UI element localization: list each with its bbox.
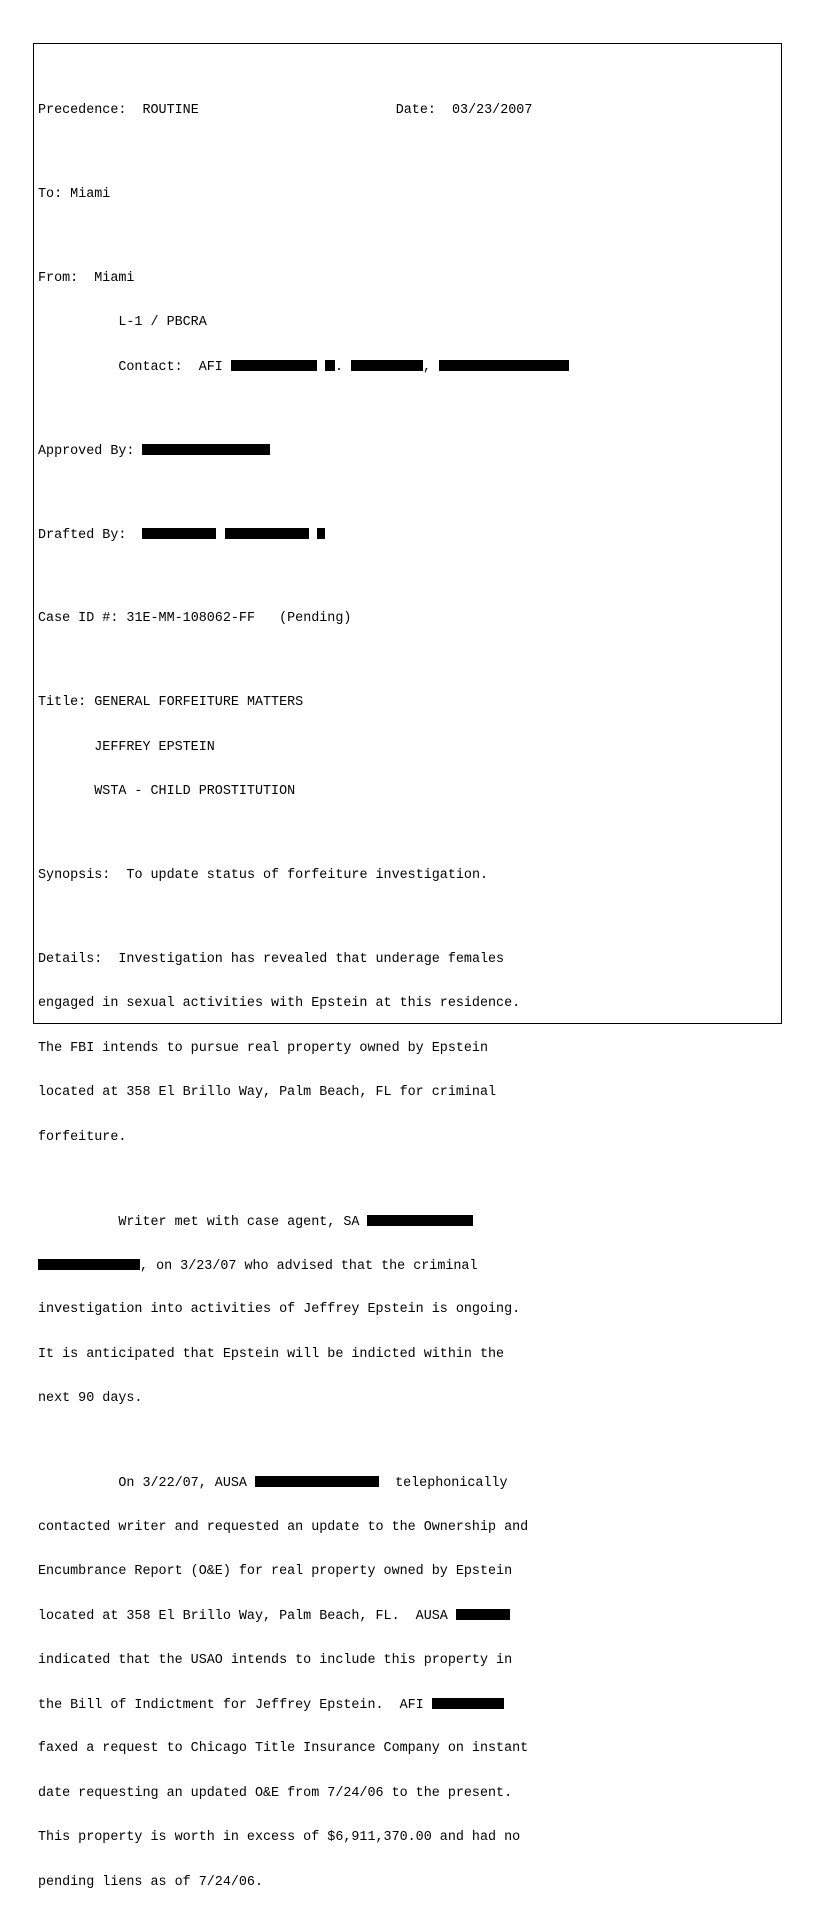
paragraph-line: located at 358 El Brillo Way, Palm Beach, FL. AUSA — [38, 1609, 778, 1624]
redaction-block — [225, 528, 309, 539]
paragraph-line: faxed a request to Chicago Title Insurance Company on instant — [38, 1741, 529, 1757]
drafted-by-line — [38, 528, 778, 543]
approved-by-line — [38, 444, 778, 459]
paragraph-line: , on 3/23/07 who advised that the criminal — [38, 1259, 778, 1274]
precedence-value: ROUTINE — [142, 102, 199, 118]
paragraph-line: date requesting an updated O&E from 7/24/06 to the present. — [38, 1785, 513, 1801]
redaction-block — [367, 1215, 473, 1226]
precedence-label: Precedence: — [38, 102, 127, 118]
memo-document — [38, 74, 778, 1905]
title-label: Title: — [38, 695, 87, 711]
date-value: 03/23/2007 — [452, 102, 533, 118]
paragraph-line: indicated that the USAO intends to include this property in — [38, 1652, 513, 1668]
date-label: Date: — [395, 102, 436, 118]
paragraph-line: The FBI intends to pursue real property owned by Epstein — [38, 1040, 488, 1056]
redaction-block — [231, 360, 317, 371]
synopsis-text: To update status of forfeiture investigation. — [126, 868, 489, 884]
title-line-3: WSTA - CHILD PROSTITUTION — [94, 784, 296, 800]
paragraph-line: Writer met with case agent, SA — [38, 1215, 778, 1230]
approved-by-label: Approved By: — [38, 444, 135, 460]
paragraph-line: On 3/22/07, AUSA telephonically — [118, 1476, 508, 1492]
details-line — [38, 953, 778, 968]
title-line-2: JEFFREY EPSTEIN — [94, 739, 215, 755]
paragraph-line: This property is worth in excess of $6,911,370.00 and had no — [38, 1830, 521, 1846]
redaction-block — [317, 528, 325, 539]
to-line — [38, 188, 778, 203]
paragraph-line: pending liens as of 7/24/06. — [38, 1874, 263, 1890]
details-text: Investigation has revealed that underage females — [118, 952, 505, 968]
paragraph-line: investigation into activities of Jeffrey Epstein is ongoing. — [38, 1302, 521, 1318]
paragraph-line: the Bill of Indictment for Jeffrey Epstein. AFI — [38, 1698, 778, 1713]
synopsis-label: Synopsis: — [38, 868, 111, 884]
redaction-block — [456, 1609, 510, 1620]
paragraph-line: contacted writer and requested an update to the Ownership and — [38, 1519, 529, 1535]
paragraph-line: It is anticipated that Epstein will be indicted within the — [38, 1346, 505, 1362]
redaction-block — [351, 360, 423, 371]
title-line — [38, 696, 778, 711]
contact-prefix: AFI — [198, 360, 223, 376]
to-label: To: — [38, 186, 63, 202]
case-id-line — [38, 612, 778, 627]
case-id-value: 31E-MM-108062-FF — [126, 611, 255, 627]
redaction-block — [432, 1698, 504, 1709]
case-status: (Pending) — [279, 611, 352, 627]
precedence-line — [38, 104, 778, 119]
drafted-by-label: Drafted By: — [38, 528, 127, 544]
from-unit: L-1 / PBCRA — [118, 314, 207, 330]
from-label: From: — [38, 270, 79, 286]
details-label: Details: — [38, 952, 103, 968]
paragraph-line: next 90 days. — [38, 1391, 143, 1407]
paragraph-line: Encumbrance Report (O&E) for real property owned by Epstein — [38, 1563, 513, 1579]
redaction-block — [439, 360, 569, 371]
contact-line: Contact: AFI . , — [38, 360, 778, 375]
redaction-block — [325, 360, 335, 371]
redaction-block — [142, 528, 216, 539]
redaction-block — [142, 444, 270, 455]
from-value: Miami — [94, 270, 135, 286]
from-line — [38, 272, 778, 287]
contact-label: Contact: — [118, 360, 183, 376]
title-line-1: GENERAL FORFEITURE MATTERS — [94, 695, 304, 711]
to-value: Miami — [70, 186, 111, 202]
from-unit-line — [38, 316, 778, 331]
redaction-block — [38, 1259, 140, 1270]
paragraph-line: forfeiture. — [38, 1129, 127, 1145]
case-id-label: Case ID #: — [38, 611, 119, 627]
redaction-block — [255, 1476, 379, 1487]
paragraph-line: located at 358 El Brillo Way, Palm Beach, FL for criminal — [38, 1085, 497, 1101]
synopsis-line — [38, 869, 778, 884]
paragraph-line: engaged in sexual activities with Epstein at this residence. — [38, 996, 521, 1012]
